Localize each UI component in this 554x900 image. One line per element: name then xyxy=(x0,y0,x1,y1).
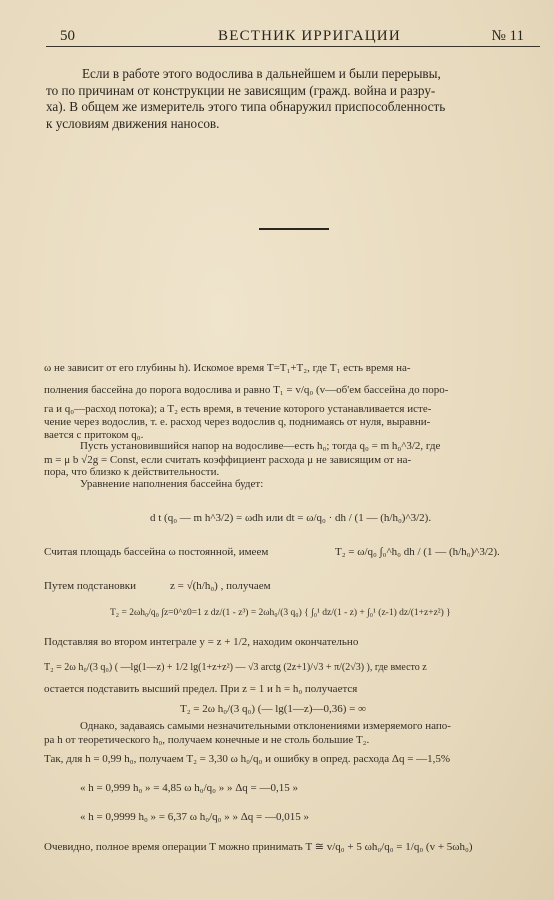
text-line: Пусть установившийся напор на водосливе—есть h₀; тогда q₀ = m h₀^3/2, где xyxy=(80,440,441,452)
paragraph-line: то по причинам от конструкции не зависящим (гражд. война и разру- xyxy=(46,82,436,98)
text-line: остается подставить высший предел. При z = 1 и h = h₀ получается xyxy=(44,683,358,695)
text-line: m = μ b √2g = Const, если считать коэффициент расхода μ не зависящим от на- xyxy=(44,454,412,466)
text-line: Путем подстановки xyxy=(44,580,137,592)
paragraph-line: к условиям движения наносов. xyxy=(46,115,220,131)
text-line: Подставляя во втором интеграле y = z + 1/2, находим окончательно xyxy=(44,636,359,648)
journal-title: ВЕСТНИК ИРРИГАЦИИ xyxy=(218,28,401,44)
equation-t2-final: T₂ = 2ω h₀/(3 q₀) ( —lg(1—z) + 1/2 lg(1+z+z²) — √3 arctg (2z+1)/√3 + π/(2√3) ), где вместо z xyxy=(44,662,427,673)
text-line: Считая площадь бассейна ω постоянной, имеем xyxy=(44,546,269,558)
text-line: пора, что близко к действительности. xyxy=(44,466,220,478)
text-line: ω не зависит от его глубины h). Искомое время T=T₁+T₂, где T₁ есть время на- xyxy=(44,362,411,374)
section-separator xyxy=(259,228,329,230)
text-line: Однако, задаваясь самыми незначительными отклонениями измеряемого напо- xyxy=(80,720,451,732)
text-line: ра h от теоретического h₀, получаем конечные и не столь большие T₂. xyxy=(44,734,370,746)
equation-t2-integral: T₂ = ω/q₀ ∫₀^h₀ dh / (1 — (h/h₀)^3/2). xyxy=(335,546,500,558)
text-line: га и q₀—расход потока); а T₂ есть время, в течение которого устанавливается исте- xyxy=(44,403,432,415)
equation-substitution: z = √(h/h₀) , получаем xyxy=(170,580,271,592)
equation-fill: d t (q₀ — m h^3/2) = ωdh или dt = ω/q₀ · dh / (1 — (h/h₀)^3/2). xyxy=(150,512,432,524)
text-line: чение через водослив, т. е. расход через водослив q, поднимаясь от нуля, выравни- xyxy=(44,416,431,428)
text-line: Уравнение наполнения бассейна будет: xyxy=(80,478,264,490)
example-line: Так, для h = 0,99 h₀, получаем T₂ = 3,30 ω h₀/q₀ и ошибку в опред. расхода Δq = —1,5% xyxy=(44,753,451,765)
example-line: « h = 0,999 h₀ » = 4,85 ω h₀/q₀ » » Δq = —0,15 » xyxy=(80,782,298,794)
equation-t2-infinity: T₂ = 2ω h₀/(3 q₀) (— lg(1—z)—0,36) = ∞ xyxy=(180,703,366,715)
example-line: « h = 0,9999 h₀ » = 6,37 ω h₀/q₀ » » Δq = —0,015 » xyxy=(80,811,309,823)
paragraph-line: Если в работе этого водослива в дальнейшем и были перерывы, xyxy=(82,66,441,81)
text-line: вается с притоком q₀. xyxy=(44,429,144,441)
equation-t2-split: T₂ = 2ωh₀/q₀ ∫z=0^z0=1 z dz/(1 - z³) = 2ωh₀/(3 q₀) { ∫₀¹ dz/(1 - z) + ∫₀¹ (z-1) dz/(1+z+z²) } xyxy=(110,608,451,618)
page-number: 50 xyxy=(60,28,75,44)
paragraph-line: ха). В общем же измеритель этого типа обнаружил приспособленность xyxy=(46,99,446,115)
top-paragraph xyxy=(46,66,541,132)
issue-number: № 11 xyxy=(491,28,524,44)
text-line: полнения бассейна до порога водослива и равно T₁ = v/q₀ (v—об'ем бассейна до поро- xyxy=(44,384,449,396)
conclusion-line: Очевидно, полное время операции T можно принимать T ≅ v/q₀ + 5 ωh₀/q₀ = 1/q₀ (v + 5ωh₀) xyxy=(44,841,473,853)
header-rule xyxy=(46,46,540,47)
